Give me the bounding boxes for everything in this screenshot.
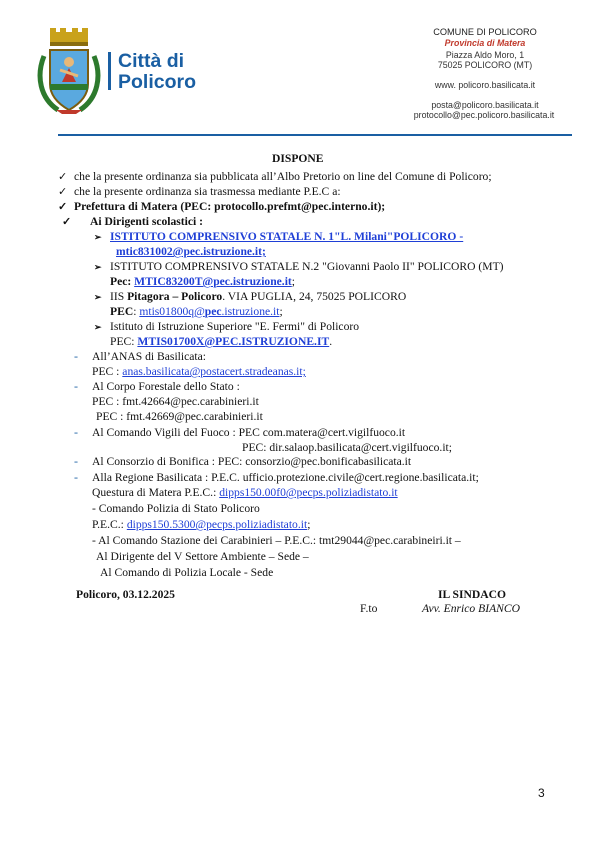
- header-comune: COMUNE DI POLICORO: [433, 27, 537, 37]
- regione-line: Alla Regione Basilicata : P.E.C. ufficio.protezione.civile@cert.regione.basilicata.it;: [92, 471, 479, 484]
- school-3-address: . VIA PUGLIA, 24, 75025 POLICORO: [222, 290, 407, 303]
- anas-pec-line: [92, 365, 306, 379]
- check-item-4: Ai Dirigenti scolastici :: [90, 215, 204, 228]
- forestale-title: Al Corpo Forestale dello Stato :: [92, 380, 240, 393]
- checkmark-icon: ✓: [58, 186, 68, 198]
- city-logo-text: [118, 51, 196, 93]
- school-2-pec-label: Pec:: [110, 275, 132, 288]
- sindaco-name: Avv. Enrico BIANCO: [422, 602, 520, 615]
- school-1-pec-link[interactable]: mtic831002@pec.istruzione.it;: [116, 245, 266, 258]
- header-address-line1: Piazza Aldo Moro, 1: [445, 50, 525, 60]
- anas-pec-link[interactable]: anas.basilicata@postacert.stradeanas.it;: [122, 365, 306, 378]
- dash-bullet-icon: -: [74, 425, 78, 439]
- school-3-city: – Policoro: [172, 290, 223, 303]
- place-date: Policoro, 03.12.2025: [76, 588, 175, 601]
- arrow-bullet-icon: ➢: [94, 292, 102, 302]
- header-website[interactable]: www. policoro.basilicata.it: [434, 80, 536, 90]
- anas-title: All’ANAS di Basilicata:: [92, 350, 206, 363]
- dirigente-ambiente-line: Al Dirigente del V Settore Ambiente – Sede –: [96, 550, 309, 563]
- arrow-bullet-icon: ➢: [94, 322, 102, 332]
- school-3-type: IIS: [110, 290, 125, 303]
- dash-bullet-icon: -: [74, 454, 78, 468]
- polizia-stato-pec-line: [92, 518, 310, 532]
- check-item-3: Prefettura di Matera (PEC: protocollo.prefmt@pec.interno.it);: [74, 200, 386, 213]
- polizia-stato-pec-label: P.E.C.:: [92, 518, 124, 531]
- header-divider: [108, 52, 111, 90]
- page-number: 3: [538, 786, 545, 800]
- dash-bullet-icon: -: [74, 470, 78, 484]
- school-3-pec-link[interactable]: mtis01800q@pec.istruzione.it: [139, 305, 280, 318]
- check-item-2: che la presente ordinanza sia trasmessa mediante P.E.C a:: [74, 185, 341, 198]
- polizia-stato-pec-end: ;: [307, 518, 311, 531]
- header-address-line2: 75025 POLICORO (MT): [437, 60, 533, 70]
- city-name-line1: Città di: [118, 50, 185, 72]
- school-3-name-bold: Pitagora: [127, 290, 170, 303]
- forestale-pec-2: PEC : fmt.42669@pec.carabinieri.it: [96, 410, 263, 423]
- school-3-pec-line: [110, 305, 283, 319]
- bonifica-line: Al Consorzio di Bonifica : PEC: consorzio@pec.bonificabasilicata.it: [92, 455, 412, 468]
- checkmark-icon: ✓: [62, 216, 72, 228]
- polizia-stato-line: - Comando Polizia di Stato Policoro: [92, 502, 260, 515]
- carabinieri-line: - Al Comando Stazione dei Carabinieri – P.E.C.: tmt29044@pec.carabineiri.it –: [92, 534, 461, 547]
- city-name-line2: Policoro: [118, 71, 197, 93]
- checkmark-icon: ✓: [58, 171, 68, 183]
- header-email-protocollo[interactable]: protocollo@pec.policoro.basilicata.it: [413, 110, 555, 120]
- questura-line: [92, 486, 398, 500]
- vvf-line-1: Al Comando Vigili del Fuoco : PEC com.matera@cert.vigilfuoco.it: [92, 426, 406, 439]
- sindaco-title: IL SINDACO: [438, 588, 506, 601]
- vvf-line-2: PEC: dir.salaop.basilicata@cert.vigilfuoco.it;: [242, 441, 452, 454]
- school-4-pec-label: PEC:: [110, 335, 135, 348]
- school-3-pec-end: ;: [279, 305, 283, 318]
- school-3-name: [110, 290, 406, 304]
- arrow-bullet-icon: ➢: [94, 232, 102, 242]
- school-1-name-link[interactable]: ISTITUTO COMPRENSIVO STATALE N. 1"L. Milani"POLICORO -: [110, 230, 464, 243]
- school-2-pec-link[interactable]: MTIC83200T@pec.istruzione.it: [134, 275, 292, 288]
- school-3-pec-label: PEC: [110, 305, 134, 318]
- dash-bullet-icon: -: [74, 379, 78, 393]
- arrow-bullet-icon: ➢: [94, 262, 102, 272]
- polizia-locale-line: Al Comando di Polizia Locale - Sede: [100, 566, 274, 579]
- school-3-pec-colon: :: [133, 305, 137, 318]
- school-4-pec-link[interactable]: MTIS01700X@PEC.ISTRUZIONE.IT: [137, 335, 330, 348]
- section-title: DISPONE: [272, 152, 324, 165]
- forestale-pec-1: PEC : fmt.42664@pec.carabinieri.it: [92, 395, 259, 408]
- header-rule: [58, 134, 572, 136]
- fto-label: F.to: [360, 602, 378, 615]
- school-4-name: Istituto di Istruzione Superiore "E. Fermi" di Policoro: [110, 320, 360, 333]
- checkmark-icon: ✓: [58, 201, 68, 213]
- header-provincia: Provincia di Matera: [444, 38, 526, 48]
- school-2-pec-line: [110, 275, 295, 289]
- anas-pec-label: PEC :: [92, 365, 120, 378]
- polizia-stato-pec-link[interactable]: dipps150.5300@pecps.poliziadistato.it: [126, 518, 308, 531]
- school-2-name: ISTITUTO COMPRENSIVO STATALE N.2 "Giovanni Paolo II" POLICORO (MT): [110, 260, 504, 273]
- dash-bullet-icon: -: [74, 349, 78, 363]
- school-4-pec-end: .: [329, 335, 333, 348]
- school-2-pec-end: ;: [291, 275, 296, 288]
- check-item-1: che la presente ordinanza sia pubblicata all’Albo Pretorio on line del Comune di Policoro;: [74, 170, 492, 183]
- school-4-pec-line: [110, 335, 332, 349]
- questura-label: Questura di Matera P.E.C.:: [92, 486, 217, 499]
- questura-pec-link[interactable]: dipps150.00f0@pecps.poliziadistato.it: [219, 486, 398, 499]
- header-email-posta[interactable]: posta@policoro.basilicata.it: [431, 100, 539, 110]
- city-crest-icon: [36, 26, 102, 116]
